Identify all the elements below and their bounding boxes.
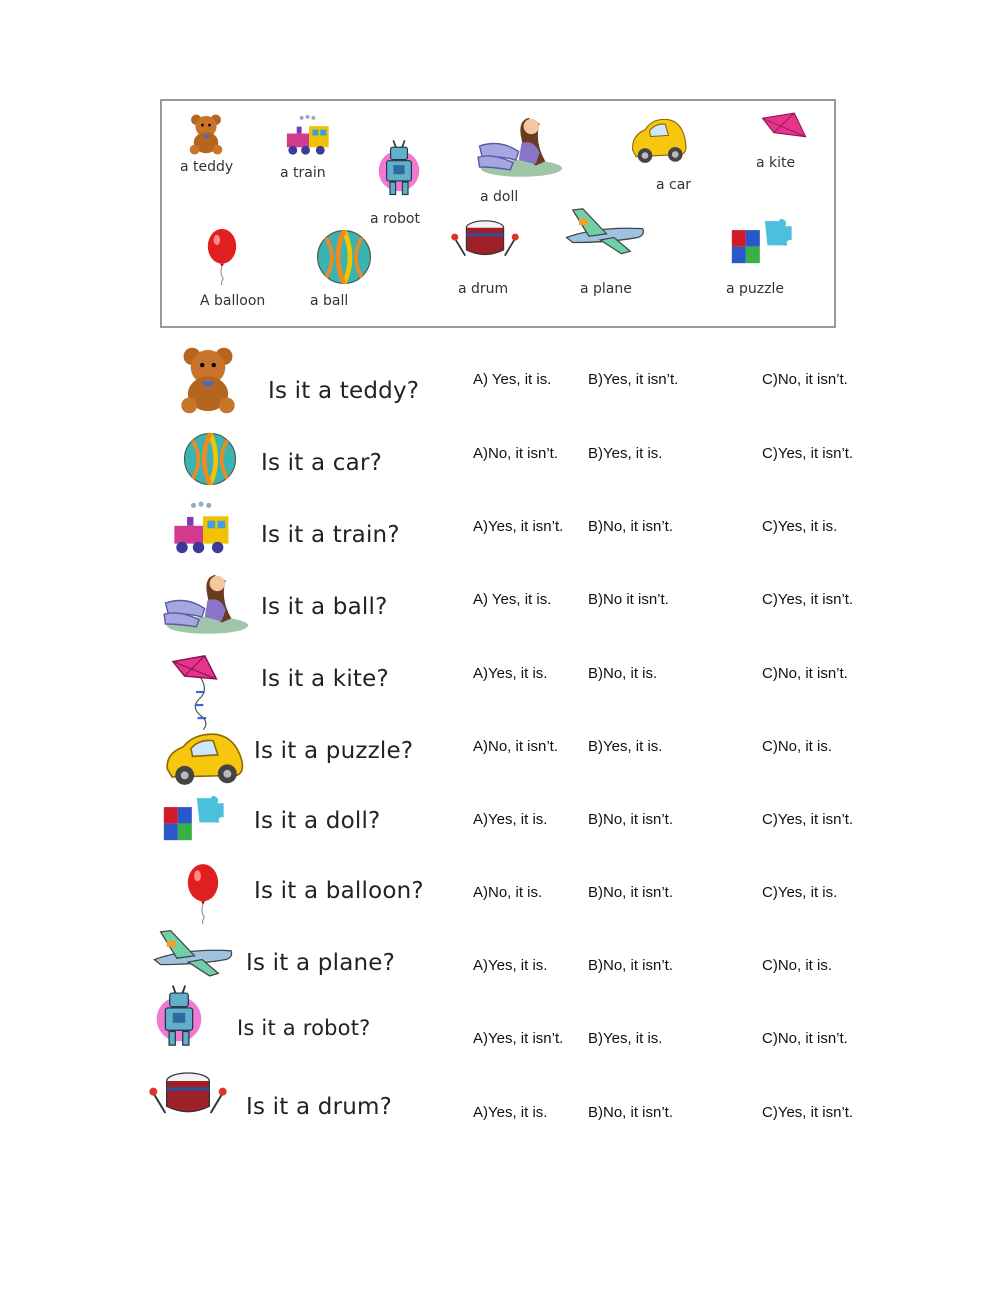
option-a[interactable]: A)No, it isn’t. xyxy=(473,738,559,755)
vocab-label: a train xyxy=(280,165,326,181)
vocab-label: a car xyxy=(656,177,692,193)
question-row xyxy=(0,568,1000,638)
question-row xyxy=(0,728,1000,798)
robot-icon xyxy=(148,978,210,1054)
drum-icon xyxy=(450,215,520,265)
option-b[interactable]: B)No, it isn’t. xyxy=(588,884,674,901)
vocab-label: A balloon xyxy=(200,293,266,309)
ball-icon xyxy=(314,227,374,287)
option-c[interactable]: C)Yes, it isn’t. xyxy=(762,1104,854,1121)
vocab-label: a ball xyxy=(310,293,349,309)
option-a[interactable]: A)Yes, it is. xyxy=(473,1104,548,1121)
question-text: Is it a doll? xyxy=(254,808,381,834)
option-a[interactable]: A)Yes, it is. xyxy=(473,665,548,682)
question-row xyxy=(0,500,1000,570)
option-c[interactable]: C)No, it is. xyxy=(762,738,833,755)
option-c[interactable]: C)No, it isn’t. xyxy=(762,665,848,682)
question-text: Is it a teddy? xyxy=(268,378,420,404)
vocab-label: a drum xyxy=(458,281,509,297)
vocabulary-box xyxy=(160,99,836,328)
option-a[interactable]: A)Yes, it isn’t. xyxy=(473,1030,564,1047)
drum-icon xyxy=(148,1066,228,1124)
option-c[interactable]: C)No, it isn’t. xyxy=(762,371,848,388)
vocab-label: a robot xyxy=(370,211,420,227)
question-text: Is it a car? xyxy=(261,450,383,476)
puzzle-icon xyxy=(728,217,798,275)
option-c[interactable]: C)No, it isn’t. xyxy=(762,1030,848,1047)
teddy-icon xyxy=(172,342,244,414)
option-b[interactable]: B)Yes, it isn’t. xyxy=(588,371,679,388)
vocab-label: a plane xyxy=(580,281,632,297)
balloon-icon xyxy=(182,862,224,924)
train-icon xyxy=(282,113,336,159)
vocab-label: a kite xyxy=(756,155,796,171)
question-text: Is it a train? xyxy=(261,522,400,548)
plane-icon xyxy=(558,205,650,255)
car-icon xyxy=(628,113,690,169)
car-icon xyxy=(162,728,250,788)
question-text: Is it a kite? xyxy=(261,666,389,692)
question-text: Is it a robot? xyxy=(237,1016,371,1040)
option-b[interactable]: B)No it isn’t. xyxy=(588,591,669,608)
question-text: Is it a ball? xyxy=(261,594,388,620)
option-a[interactable]: A)Yes, it is. xyxy=(473,957,548,974)
puzzle-icon xyxy=(160,794,230,852)
robot-icon xyxy=(370,137,428,199)
question-text: Is it a drum? xyxy=(246,1094,393,1120)
ball-icon xyxy=(181,430,239,488)
option-a[interactable]: A)Yes, it isn’t. xyxy=(473,518,564,535)
option-b[interactable]: B)Yes, it is. xyxy=(588,445,663,462)
option-a[interactable]: A) Yes, it is. xyxy=(473,371,552,388)
option-c[interactable]: C)Yes, it isn’t. xyxy=(762,591,854,608)
kite-icon xyxy=(758,111,810,147)
question-row xyxy=(0,978,1000,1048)
vocab-label: a puzzle xyxy=(726,281,784,297)
option-a[interactable]: A) Yes, it is. xyxy=(473,591,552,608)
doll-icon xyxy=(472,111,564,181)
option-a[interactable]: A)Yes, it is. xyxy=(473,811,548,828)
option-b[interactable]: B)Yes, it is. xyxy=(588,1030,663,1047)
teddy-icon xyxy=(184,111,228,155)
question-row xyxy=(0,1066,1000,1136)
option-c[interactable]: C)No, it is. xyxy=(762,957,833,974)
question-text: Is it a plane? xyxy=(246,950,396,976)
option-b[interactable]: B)No, it isn’t. xyxy=(588,1104,674,1121)
balloon-icon xyxy=(202,227,242,285)
option-b[interactable]: B)Yes, it is. xyxy=(588,738,663,755)
kite-icon xyxy=(170,654,228,730)
question-row xyxy=(0,794,1000,864)
plane-icon xyxy=(148,926,236,978)
option-a[interactable]: A)No, it is. xyxy=(473,884,543,901)
question-row xyxy=(0,342,1000,412)
question-row xyxy=(0,654,1000,724)
vocab-label: a teddy xyxy=(180,159,234,175)
option-b[interactable]: B)No, it isn’t. xyxy=(588,811,674,828)
train-icon xyxy=(168,500,238,558)
question-row xyxy=(0,862,1000,932)
option-b[interactable]: B)No, it isn’t. xyxy=(588,518,674,535)
question-text: Is it a puzzle? xyxy=(254,738,414,764)
option-c[interactable]: C)Yes, it isn’t. xyxy=(762,445,854,462)
question-text: Is it a balloon? xyxy=(254,878,424,904)
question-row xyxy=(0,428,1000,498)
option-b[interactable]: B)No, it is. xyxy=(588,665,658,682)
option-c[interactable]: C)Yes, it is. xyxy=(762,518,838,535)
doll-icon xyxy=(158,568,250,638)
option-b[interactable]: B)No, it isn’t. xyxy=(588,957,674,974)
option-c[interactable]: C)Yes, it is. xyxy=(762,884,838,901)
vocab-label: a doll xyxy=(480,189,519,205)
option-a[interactable]: A)No, it isn’t. xyxy=(473,445,559,462)
option-c[interactable]: C)Yes, it isn’t. xyxy=(762,811,854,828)
